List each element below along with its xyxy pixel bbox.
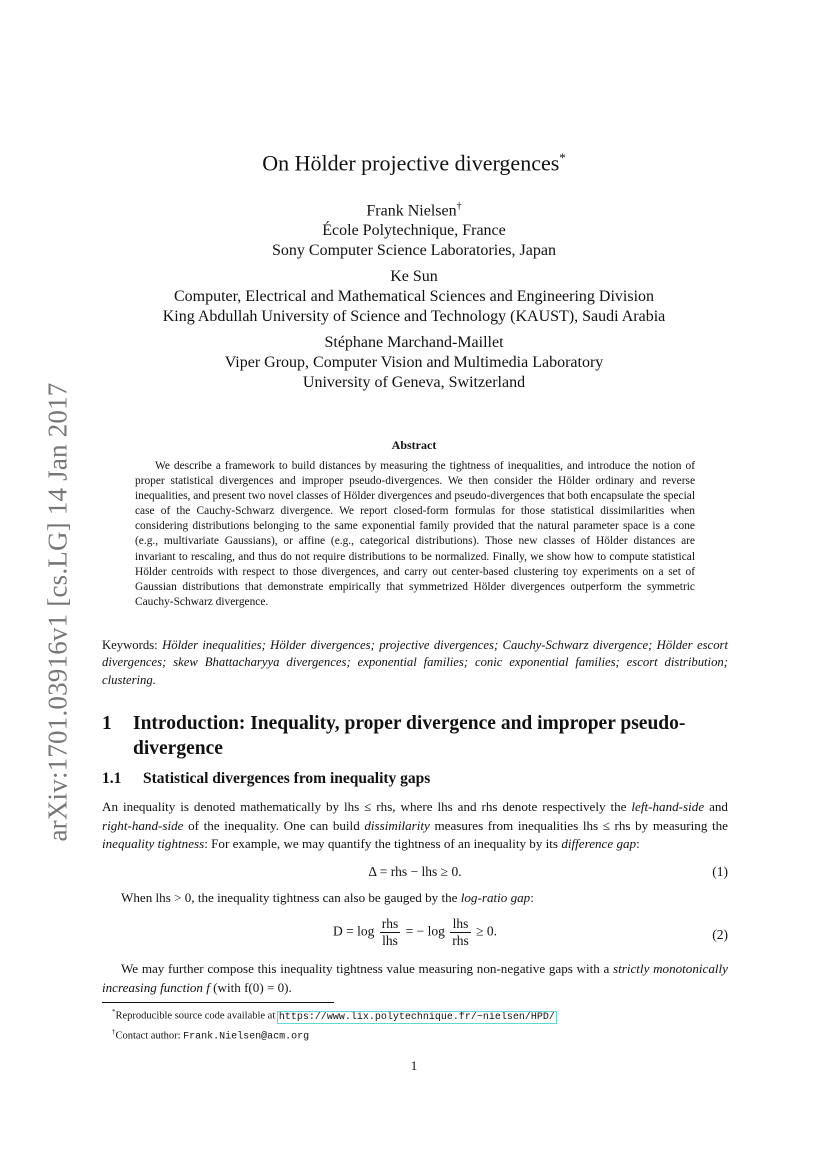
author-list <box>0 197 828 399</box>
author-affiliation: Computer, Electrical and Mathematical Sciences and Engineering Division <box>173 288 655 306</box>
title-text: On Hölder projective divergences <box>262 150 560 176</box>
fraction: $\frac{\text{rhs}}{\text{lhs}}$ <box>381 916 399 948</box>
author-affiliation: Sony Computer Science Laboratories, Japan <box>272 242 556 260</box>
equation-1-body: Δ = rhs − lhs ≥ 0. <box>368 864 462 879</box>
source-code-link[interactable]: https://www.lix.polytechnique.fr/~nielsen/HPD/ <box>278 1011 555 1023</box>
fraction: $\frac{\text{lhs}}{\text{rhs}}$ <box>452 916 469 948</box>
equation-2 <box>102 916 728 954</box>
footnote: *Reproducible source code available at https://www.lix.polytechnique.fr/~nielsen/HPD/ <box>112 1008 555 1023</box>
page-number: 1 <box>410 1058 418 1073</box>
keywords <box>102 637 728 689</box>
author-footnote-mark: † <box>456 201 462 212</box>
equation-2-body: D = log $\frac{\text{rhs}}{\text{lhs}}$ = − log $\frac{\text{lhs}}{\text{rhs}}$ ≥ 0. <box>332 916 498 948</box>
author-affiliation: University of Geneva, Switzerland <box>302 374 526 392</box>
subsection-heading <box>102 770 732 788</box>
section-number: 1 <box>102 713 112 734</box>
subsection-title: Statistical divergences from inequality gaps <box>143 770 431 787</box>
subsection-number: 1.1 <box>102 770 122 787</box>
footnotes <box>112 1005 732 1045</box>
arxiv-identifier-stamp: arXiv:1701.03916v1 [cs.LG] 14 Jan 2017 <box>42 382 73 842</box>
author-affiliation: École Polytechnique, France <box>322 222 506 240</box>
body-paragraph: We may further compose this inequality tightness value measuring non-negative gaps with a strictly monotonically increasing function f (with f(0) = 0). <box>102 961 728 995</box>
author-affiliation: Viper Group, Computer Vision and Multimedia Laboratory <box>224 354 604 372</box>
author-name: Ke Sun <box>390 268 438 286</box>
paper-title <box>0 150 828 176</box>
contact-email: Frank.Nielsen@acm.org <box>183 1031 310 1043</box>
author-block <box>0 333 828 393</box>
author-name: Frank Nielsen† <box>366 201 462 220</box>
keywords-label: Keywords: <box>102 638 158 652</box>
equation-1 <box>102 864 728 888</box>
author-affiliation: King Abdullah University of Science and Technology (KAUST), Saudi Arabia <box>162 308 666 326</box>
abstract-body: We describe a framework to build distances by measuring the tightness of inequalities, and introduce the notion of proper statistical divergences and improper pseudo-divergences. We then consider the Hölder ordinary and reverse inequalities, and present two novel classes of Hölder divergences and pseudo-divergences that both encapsulate the special case of the Cauchy-Schwarz divergence. We report closed-form formulas for those statistical dissimilarities when considering distributions belonging to the same exponential family provided that the natural parameter space is a cone (e.g., multivariate Gaussians), or affine (e.g., categorical distributions). Those new classes of Hölder distances are invariant to rescaling, and thus do not require distributions to be normalized. Finally, we show how to compute statistical Hölder centroids with respect to those divergences, and carry out center-based clustering toy experiments on a set of Gaussian distributions that demonstrate empirically that symmetrized Hölder divergences outperform the symmetric Cauchy-Schwarz divergence. <box>135 460 695 608</box>
title-footnote-mark: * <box>559 150 566 165</box>
body-paragraph: When lhs > 0, the inequality tightness can also be gauged by the log-ratio gap: <box>121 890 534 905</box>
keywords-list: Hölder inequalities; Hölder divergences; projective divergences; Cauchy-Schwarz divergence; Hölder escort divergences; skew Bhattacharyya divergences; exponential families; conic exponential families; escort distribution; clustering. <box>102 638 728 687</box>
author-block <box>0 197 828 261</box>
footnote: †Contact author: Frank.Nielsen@acm.org <box>112 1028 310 1043</box>
equation-2-number: (2) <box>712 927 728 942</box>
author-name: Stéphane Marchand-Maillet <box>324 334 504 352</box>
section-heading <box>102 711 732 761</box>
equation-1-number: (1) <box>712 864 728 879</box>
author-block <box>0 267 828 327</box>
body-paragraph: An inequality is denoted mathematically by lhs ≤ rhs, where lhs and rhs denote respectively the left-hand-side and right-hand-side of the inequality. One can build dissimilarity measures from inequalities lhs ≤ rhs by measuring the inequality tightness: For example, we may quantify the tightness of an inequality by its difference gap: <box>102 799 728 851</box>
footnote-divider <box>102 1002 334 1003</box>
section-title: Introduction: Inequality, proper divergence and improper pseudo-divergence <box>133 713 686 759</box>
abstract-heading: Abstract <box>391 438 437 452</box>
